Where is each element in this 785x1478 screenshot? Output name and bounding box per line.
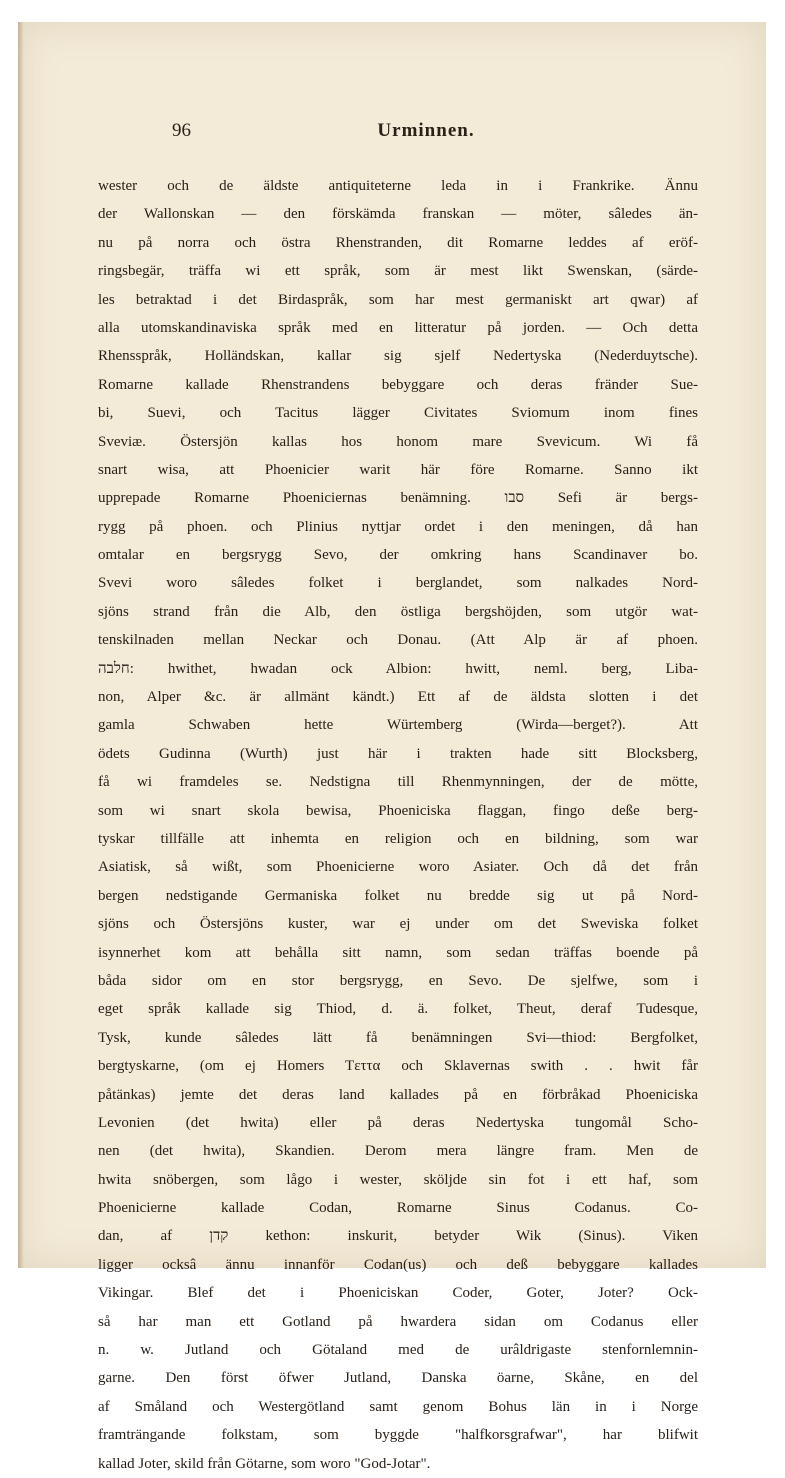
text-line: Romarne kallade Rhenstrandens bebyggare och deras fränder Sue- (98, 376, 698, 393)
text-line: ligger ocksâ ännu innanför Codan(us) och deß bebyggare kallades (98, 1256, 698, 1273)
text-line: Vikingar. Blef det i Phoeniciskan Coder, Goter, Joter? Ock- (98, 1285, 698, 1302)
text-line: tenskilnaden mellan Neckar och Donau. (Att Alp är af phoen. (98, 632, 698, 649)
text-line: gamla Schwaben hette Würtemberg (Wirda—berget?). Att (98, 717, 698, 734)
text-line: framträngande folkstam, som byggde "halfkorsgrafwar", har blifwit (98, 1427, 698, 1444)
text-line: upprepade Romarne Phoeniciernas benämning. סבו Sefi är bergs- (98, 490, 698, 507)
text-line: snart wisa, att Phoenicier warit här före Romarne. Sanno ikt (98, 461, 698, 478)
text-line: Rhensspråk, Holländskan, kallar sig sjelf Nedertyska (Nederduytsche). (98, 348, 698, 365)
text-line: nen (det hwita), Skandien. Derom mera längre fram. Men de (98, 1143, 698, 1160)
text-line: sjöns strand från die Alb, den östliga bergshöjden, som utgör wat- (98, 603, 698, 620)
text-line: ödets Gudinna (Wurth) just här i trakten hade sitt Blocksberg, (98, 745, 698, 762)
text-line: ringsbegär, träffa wi ett språk, som är mest likt Swenskan, (särde- (98, 263, 698, 280)
text-line: Levonien (det hwita) eller på deras Nedertyska tungomål Scho- (98, 1114, 698, 1131)
text-line: så har man ett Gotland på hwardera sidan om Codanus eller (98, 1313, 698, 1330)
text-line: garne. Den först öfwer Jutland, Danska öarne, Skåne, en del (98, 1370, 698, 1387)
text-line: som wi snart skola bewisa, Phoeniciska flaggan, fingo deße berg- (98, 802, 698, 819)
text-line: Sveviæ. Östersjön kallas hos honom mare Svevicum. Wi få (98, 433, 698, 450)
text-line: wester och de äldste antiquiteterne leda in i Frankrike. Ännu (98, 178, 698, 194)
text-line: hwita snöbergen, som lågo i wester, sköljde sin fot i ett haf, som (98, 1171, 698, 1188)
text-line: dan, af קדן kethon: inskurit, betyder Wik (Sinus). Viken (98, 1228, 698, 1245)
text-line: båda sidor om en stor bergsrygg, en Sevo. De sjelfwe, som i (98, 972, 698, 989)
text-line: rygg på phoen. och Plinius nyttjar ordet i den meningen, då han (98, 518, 698, 535)
text-line: Phoenicierne kallade Codan, Romarne Sinus Codanus. Co- (98, 1200, 698, 1217)
text-line: få wi framdeles se. Nedstigna till Rhenmynningen, der de mötte, (98, 774, 698, 791)
text-line: omtalar en bergsrygg Sevo, der omkring hans Scandinaver bo. (98, 547, 698, 564)
page-header (172, 120, 680, 144)
text-line: nu på norra och östra Rhenstranden, dit Romarne leddes af eröf- (98, 234, 698, 251)
text-line: non, Alper &c. är allmänt kändt.) Ett af de äldsta slotten i det (98, 689, 698, 706)
text-line: tyskar tillfälle att inhemta en religion och en bildning, som war (98, 830, 698, 847)
body-text (98, 172, 698, 1478)
text-line: påtänkas) jemte det deras land kallades på en förbråkad Phoeniciska (98, 1086, 698, 1103)
text-line: bergtyskarne, (om ej Homers Tεττα och Sklavernas swith . . hwit får (98, 1058, 698, 1075)
text-line: af Småland och Westergötland samt genom Bohus län in i Norge (98, 1398, 698, 1415)
text-line: alla utomskandinaviska språk med en litteratur på jorden. — Och detta (98, 319, 698, 336)
text-line: isynnerhet kom att behålla sitt namn, som sedan träffas boende på (98, 944, 698, 961)
text-line: sjöns och Östersjöns kuster, war ej under om det Sweviska folket (98, 916, 698, 933)
text-line: les betraktad i det Birdaspråk, som har mest germaniskt art qwar) af (98, 291, 698, 308)
text-line: n. w. Jutland och Götaland med de urâldrigaste stenfornlemnin- (98, 1342, 698, 1359)
text-line: der Wallonskan — den förskämda franskan — möter, sâledes än- (98, 206, 698, 223)
text-line: Svevi woro sâledes folket i berglandet, som nalkades Nord- (98, 575, 698, 592)
text-line: Tysk, kunde sâledes lätt få benämningen Svi—thiod: Bergfolket, (98, 1029, 698, 1046)
text-line: Asiatisk, så wißt, som Phoenicierne woro Asiater. Och då det från (98, 859, 698, 876)
text-line: חלבה: hwithet, hwadan ock Albion: hwitt, neml. berg, Liba- (98, 660, 698, 677)
page-binding-shadow (18, 22, 24, 1268)
running-title: Urminnen. (377, 120, 475, 141)
text-line: bi, Suevi, och Tacitus lägger Civitates Sviomum inom fines (98, 405, 698, 422)
page-number: 96 (172, 120, 191, 141)
text-line: kallad Joter, skild från Götarne, som woro "God-Jotar". (98, 1455, 431, 1472)
text-line: eget språk kallade sig Thiod, d. ä. folket, Theut, deraf Tudesque, (98, 1001, 698, 1018)
text-line: bergen nedstigande Germaniska folket nu bredde sig ut på Nord- (98, 887, 698, 904)
